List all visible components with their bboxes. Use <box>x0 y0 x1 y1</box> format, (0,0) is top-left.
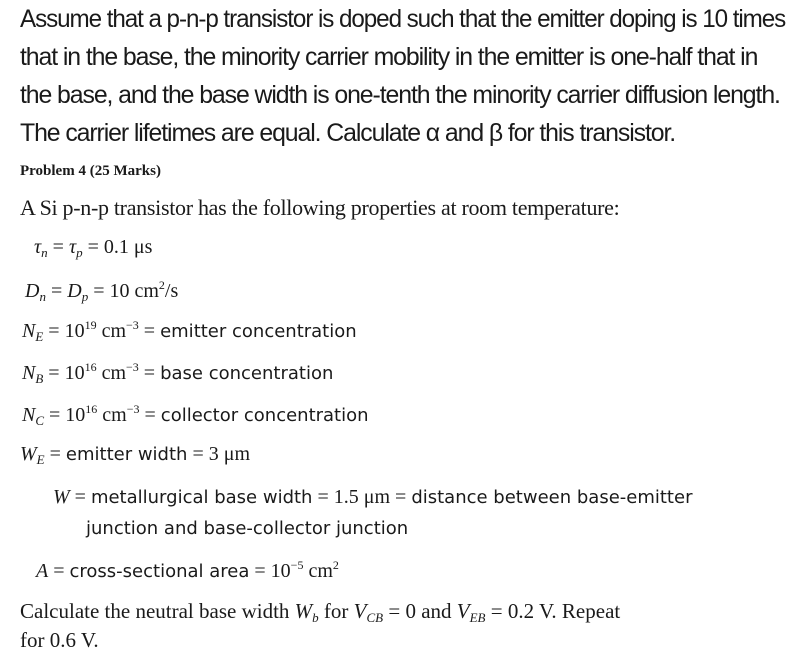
dp-subscript: p <box>81 289 89 304</box>
w-description-3: junction and base-collector junction <box>86 518 409 539</box>
diffusivity-equation <box>25 278 178 305</box>
ne-base: 10 <box>64 320 85 342</box>
emitter-width-equation <box>20 443 250 468</box>
lifetime-equation <box>34 236 152 261</box>
equals-sign: = <box>69 486 91 508</box>
diffusivity-unit: /s <box>164 280 179 302</box>
ne-exponent: 19 <box>84 318 97 332</box>
intro-line-4: The carrier lifetimes are equal. Calculate α and β for this transistor. <box>20 119 676 147</box>
ne-description: emitter concentration <box>160 321 357 342</box>
base-width-equation <box>53 486 692 509</box>
a-unit: cm <box>303 560 333 582</box>
equals-sign: = <box>138 320 161 342</box>
nc-exponent: 16 <box>85 402 98 416</box>
question-text-4: = 0.2 V. Repeat <box>485 599 621 623</box>
equals-sign: = <box>48 560 70 582</box>
question-text-2: for <box>318 599 354 623</box>
w-value: 1.5 μm <box>333 486 391 508</box>
question-line-2: for 0.6 V. <box>20 628 99 652</box>
ne-unit-exponent: −3 <box>126 318 139 332</box>
emitter-concentration-equation <box>22 318 357 345</box>
nc-subscript: C <box>35 413 45 428</box>
problem-title: Problem 4 (25 Marks) <box>20 163 161 179</box>
veb-subscript: EB <box>469 610 486 625</box>
a-description: cross-sectional area <box>69 561 250 582</box>
wb-subscript: b <box>312 610 319 625</box>
vcb-symbol: V <box>353 599 367 623</box>
collector-concentration-equation <box>22 402 369 429</box>
vcb-subscript: CB <box>366 610 384 625</box>
equals-sign: = <box>47 236 69 258</box>
intro-line-1: Assume that a p-n-p transistor is doped such that the emitter doping is 10 times <box>20 5 786 33</box>
tau-n-symbol: τ <box>34 236 42 258</box>
we-description: emitter width <box>65 444 188 465</box>
equals-sign: = <box>44 404 66 426</box>
equals-sign: = <box>139 404 161 426</box>
equals-sign: = <box>390 486 412 508</box>
dn-subscript: n <box>39 289 46 304</box>
we-symbol: W <box>20 443 37 465</box>
equals-sign: = <box>82 236 104 258</box>
lifetime-value: 0.1 μs <box>103 236 153 258</box>
veb-symbol: V <box>456 599 470 623</box>
nc-unit: cm <box>97 404 127 426</box>
diffusivity-value: 10 cm <box>109 280 159 302</box>
nb-unit: cm <box>96 362 127 384</box>
wb-symbol: W <box>294 599 313 623</box>
w-symbol: W <box>53 486 70 508</box>
base-concentration-equation <box>22 360 333 387</box>
equals-sign: = <box>88 280 110 302</box>
intro-line-2: that in the base, the minority carrier mobility in the emitter is one-half that in <box>20 43 758 71</box>
nb-exponent: 16 <box>84 360 97 374</box>
nb-description: base concentration <box>160 363 334 384</box>
equals-sign: = <box>45 280 68 302</box>
nc-description: collector concentration <box>160 405 369 426</box>
question-text-3: = 0 and <box>383 599 457 623</box>
nc-unit-exponent: −3 <box>126 402 140 416</box>
diffusivity-exponent: 2 <box>158 278 165 292</box>
equals-sign: = <box>187 443 209 465</box>
ne-subscript: E <box>35 329 44 344</box>
nb-subscript: B <box>35 371 44 386</box>
ne-symbol: N <box>22 320 36 342</box>
ne-unit: cm <box>96 320 127 342</box>
equals-sign: = <box>312 486 334 508</box>
nc-symbol: N <box>22 404 36 426</box>
tau-p-symbol: τ <box>68 236 77 258</box>
a-base: 10 <box>270 560 291 582</box>
tau-p-subscript: p <box>76 245 83 260</box>
nb-base: 10 <box>64 362 85 384</box>
w-description: metallurgical base width <box>90 487 313 508</box>
area-equation <box>36 558 339 583</box>
nb-symbol: N <box>22 362 36 384</box>
intro-paragraph <box>20 0 790 152</box>
a-exponent: −5 <box>290 558 304 572</box>
dn-symbol: D <box>25 280 40 302</box>
nb-unit-exponent: −3 <box>126 360 139 374</box>
equals-sign: = <box>249 560 271 582</box>
problem-intro: A Si p-n-p transistor has the following properties at room temperature: <box>20 195 620 220</box>
a-unit-exponent: 2 <box>332 558 339 572</box>
equals-sign: = <box>43 320 65 342</box>
w-description-2: distance between base-emitter <box>411 487 693 508</box>
equals-sign: = <box>43 362 65 384</box>
we-subscript: E <box>36 452 45 467</box>
question-text-1: Calculate the neutral base width <box>20 599 295 623</box>
we-value: 3 μm <box>208 443 251 465</box>
tau-n-subscript: n <box>41 245 48 260</box>
equals-sign: = <box>44 443 66 465</box>
intro-line-3: the base, and the base width is one-tenth the minority carrier diffusion length. <box>20 81 780 109</box>
nc-base: 10 <box>65 404 86 426</box>
a-symbol: A <box>36 560 49 582</box>
equals-sign: = <box>138 362 161 384</box>
dp-symbol: D <box>67 280 82 302</box>
question-line-1 <box>20 599 620 626</box>
